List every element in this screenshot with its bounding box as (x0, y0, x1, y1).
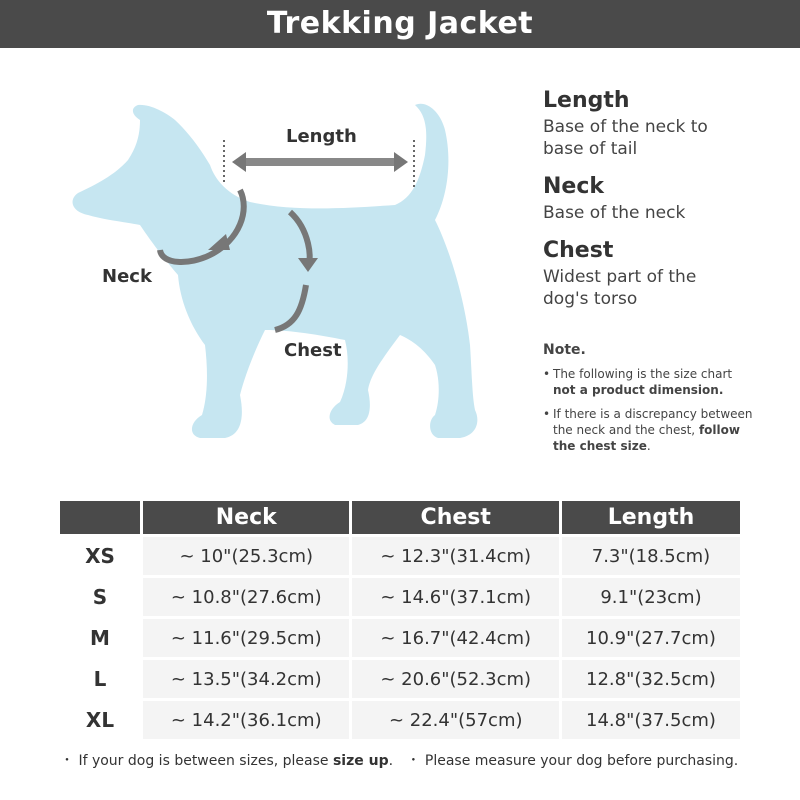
table-header-row (60, 501, 740, 534)
chest-value: ~ 20.6"(52.3cm) (352, 660, 558, 698)
table-header-blank (60, 501, 140, 534)
note-text: The following is the size chart (553, 367, 733, 381)
size-chart-table (57, 498, 743, 742)
neck-value: ~ 11.6"(29.5cm) (143, 619, 349, 657)
size-note (543, 342, 793, 462)
definition-title-chest: Chest (543, 238, 614, 263)
footer-tip-text: Please measure your dog before purchasing. (424, 753, 739, 769)
figure-label-chest: Chest (284, 340, 342, 361)
size-label: S (60, 578, 140, 616)
bullet-icon: ・ (60, 753, 74, 769)
table-header-chest: Chest (352, 501, 558, 534)
figure-label-neck: Neck (102, 266, 152, 287)
definition-title-neck: Neck (543, 174, 605, 199)
table-row (60, 537, 740, 575)
footer-tip-text: . (388, 753, 394, 769)
chest-value: ~ 14.6"(37.1cm) (352, 578, 558, 616)
footer-tip-emphasis: size up (332, 753, 389, 769)
measurement-definitions (543, 88, 793, 324)
note-text: If there is a discrepancy between the neck and the chest, (553, 407, 753, 437)
page-title: Trekking Jacket (0, 0, 800, 48)
size-label: M (60, 619, 140, 657)
table-row (60, 701, 740, 739)
note-item (543, 366, 753, 398)
length-value: 7.3"(18.5cm) (562, 537, 740, 575)
chest-value: ~ 22.4"(57cm) (352, 701, 558, 739)
note-item (543, 406, 753, 454)
length-value: 14.8"(37.5cm) (562, 701, 740, 739)
length-value: 9.1"(23cm) (562, 578, 740, 616)
neck-value: ~ 10"(25.3cm) (143, 537, 349, 575)
footer-tip-text: If your dog is between sizes, please (78, 753, 333, 769)
table-row (60, 619, 740, 657)
note-text: . (646, 439, 651, 453)
bullet-icon: ・ (406, 753, 421, 769)
neck-value: ~ 13.5"(34.2cm) (143, 660, 349, 698)
table-row (60, 660, 740, 698)
chest-value: ~ 12.3"(31.4cm) (352, 537, 558, 575)
note-emphasis: not a product dimension. (553, 383, 724, 397)
length-value: 10.9"(27.7cm) (562, 619, 740, 657)
table-row (60, 578, 740, 616)
size-label: L (60, 660, 140, 698)
table-header-length: Length (562, 501, 740, 534)
dog-measurement-figure (40, 90, 520, 470)
footer-tips (60, 750, 760, 770)
definition-text-chest: Widest part of the dog's torso (543, 267, 697, 309)
note-title: Note. (543, 342, 586, 358)
neck-value: ~ 10.8"(27.6cm) (143, 578, 349, 616)
definition-text-length: Base of the neck to base of tail (543, 117, 708, 159)
length-value: 12.8"(32.5cm) (562, 660, 740, 698)
definition-text-neck: Base of the neck (543, 203, 686, 223)
size-label: XL (60, 701, 140, 739)
size-label: XS (60, 537, 140, 575)
figure-label-length: Length (286, 126, 357, 147)
note-emphasis: follow the chest size (553, 423, 740, 453)
neck-value: ~ 14.2"(36.1cm) (143, 701, 349, 739)
definition-title-length: Length (543, 88, 630, 113)
table-header-neck: Neck (143, 501, 349, 534)
chest-value: ~ 16.7"(42.4cm) (352, 619, 558, 657)
